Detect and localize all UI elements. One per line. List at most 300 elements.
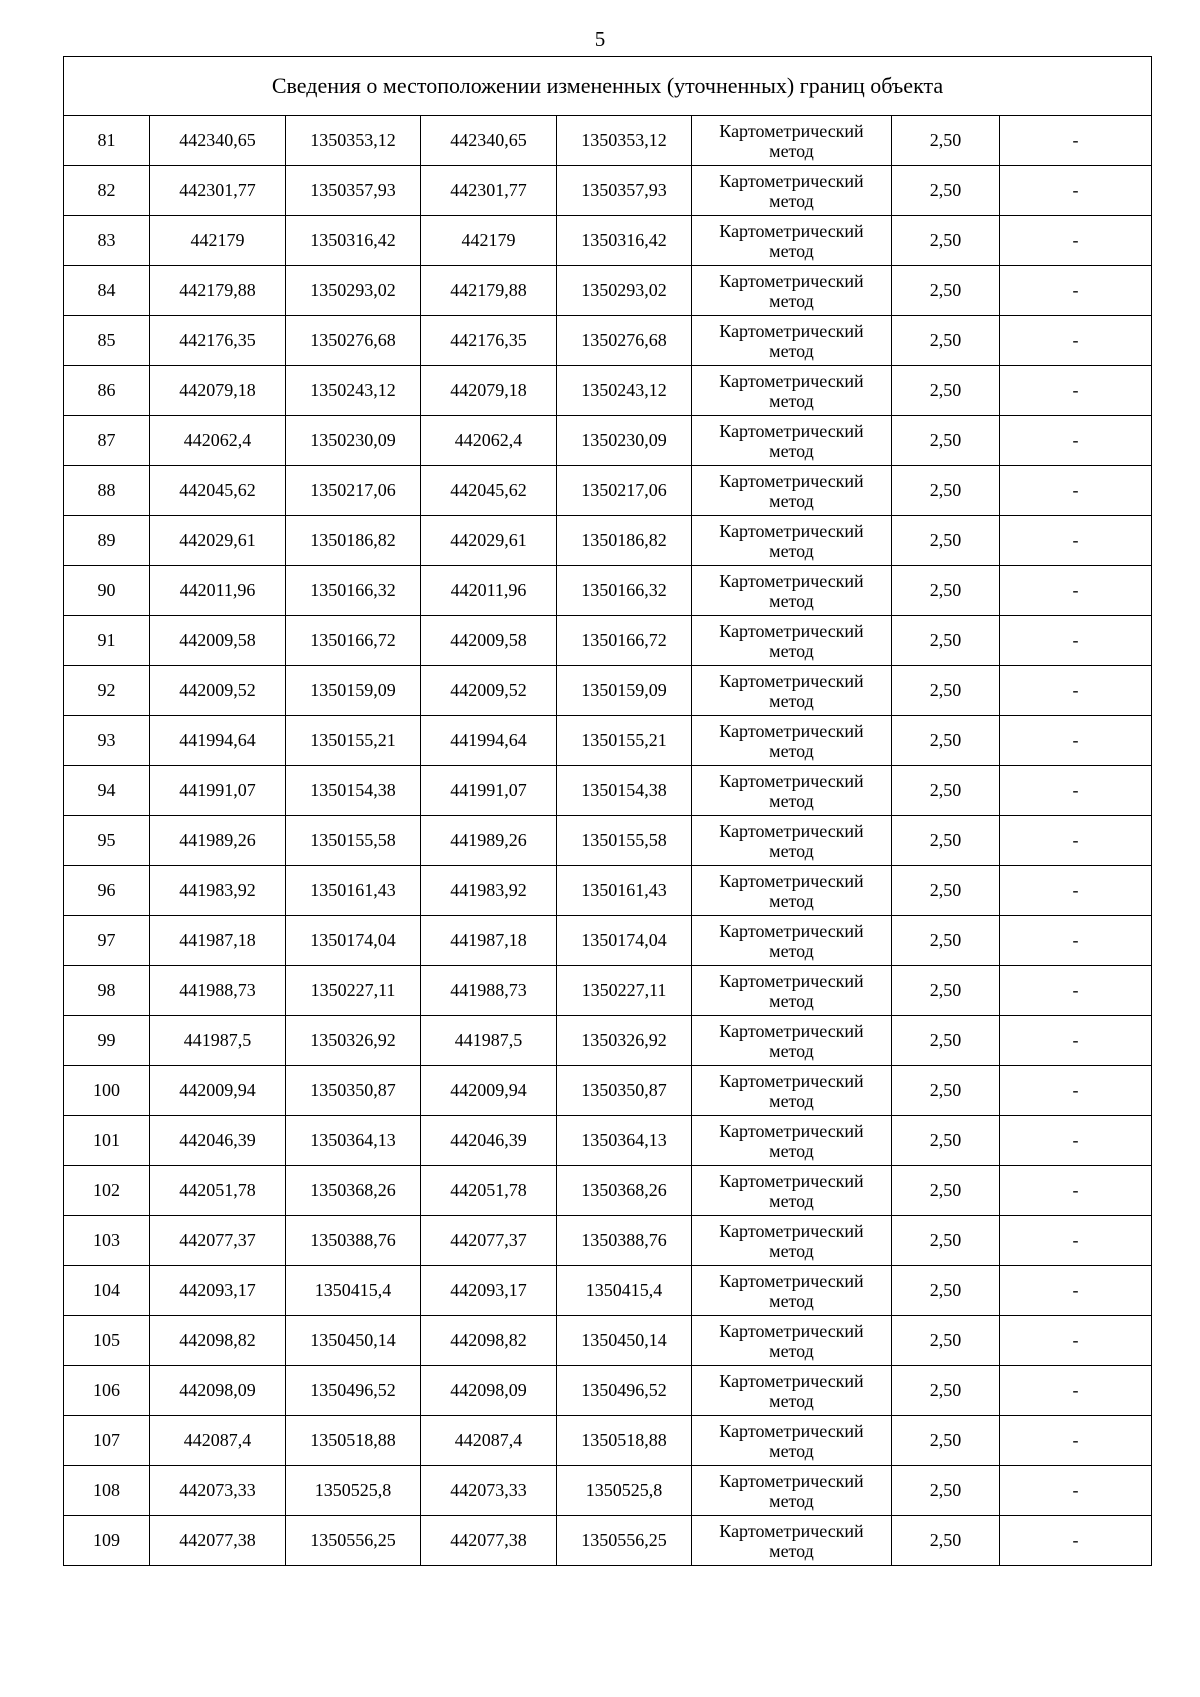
existing-y-cell: 1350155,58 bbox=[286, 816, 421, 866]
point-number-cell: 105 bbox=[64, 1316, 150, 1366]
point-number-cell: 84 bbox=[64, 266, 150, 316]
existing-x-cell: 441987,18 bbox=[150, 916, 286, 966]
description-cell: - bbox=[1000, 1216, 1152, 1266]
method-label-line1: Картометрический bbox=[719, 520, 864, 541]
accuracy-cell: 2,50 bbox=[892, 516, 1000, 566]
method-label-line2: метод bbox=[769, 1240, 814, 1261]
existing-y-cell: 1350227,11 bbox=[286, 966, 421, 1016]
refined-x-cell: 441987,5 bbox=[421, 1016, 557, 1066]
existing-x-cell: 442062,4 bbox=[150, 416, 286, 466]
refined-x-cell: 441983,92 bbox=[421, 866, 557, 916]
table-row bbox=[64, 116, 1152, 166]
accuracy-cell: 2,50 bbox=[892, 1366, 1000, 1416]
method-label-line1: Картометрический bbox=[719, 270, 864, 291]
table-row bbox=[64, 1116, 1152, 1166]
table-row bbox=[64, 1516, 1152, 1566]
method-label-line2: метод bbox=[769, 1140, 814, 1161]
description-cell: - bbox=[1000, 966, 1152, 1016]
description-cell: - bbox=[1000, 1016, 1152, 1066]
point-number-cell: 89 bbox=[64, 516, 150, 566]
table-row bbox=[64, 1316, 1152, 1366]
method-cell bbox=[692, 966, 892, 1016]
method-label-line1: Картометрический bbox=[719, 320, 864, 341]
table-row bbox=[64, 1366, 1152, 1416]
refined-x-cell: 442087,4 bbox=[421, 1416, 557, 1466]
method-label-line1: Картометрический bbox=[719, 1270, 864, 1291]
point-number-cell: 101 bbox=[64, 1116, 150, 1166]
method-cell bbox=[692, 1416, 892, 1466]
existing-y-cell: 1350518,88 bbox=[286, 1416, 421, 1466]
accuracy-cell: 2,50 bbox=[892, 716, 1000, 766]
point-number-cell: 98 bbox=[64, 966, 150, 1016]
existing-y-cell: 1350357,93 bbox=[286, 166, 421, 216]
method-cell bbox=[692, 516, 892, 566]
existing-x-cell: 442179 bbox=[150, 216, 286, 266]
existing-x-cell: 442079,18 bbox=[150, 366, 286, 416]
accuracy-cell: 2,50 bbox=[892, 916, 1000, 966]
accuracy-cell: 2,50 bbox=[892, 116, 1000, 166]
point-number-cell: 92 bbox=[64, 666, 150, 716]
refined-x-cell: 442073,33 bbox=[421, 1466, 557, 1516]
description-cell: - bbox=[1000, 866, 1152, 916]
method-label-line1: Картометрический bbox=[719, 720, 864, 741]
method-label-line1: Картометрический bbox=[719, 1070, 864, 1091]
method-label-line1: Картометрический bbox=[719, 870, 864, 891]
method-label-line2: метод bbox=[769, 1190, 814, 1211]
description-cell: - bbox=[1000, 616, 1152, 666]
existing-x-cell: 442046,39 bbox=[150, 1116, 286, 1166]
existing-y-cell: 1350450,14 bbox=[286, 1316, 421, 1366]
method-label-line1: Картометрический bbox=[719, 370, 864, 391]
existing-x-cell: 442011,96 bbox=[150, 566, 286, 616]
existing-y-cell: 1350496,52 bbox=[286, 1366, 421, 1416]
refined-x-cell: 442176,35 bbox=[421, 316, 557, 366]
description-cell: - bbox=[1000, 1466, 1152, 1516]
refined-x-cell: 442179 bbox=[421, 216, 557, 266]
boundary-coordinates-table bbox=[63, 56, 1152, 1566]
refined-y-cell: 1350415,4 bbox=[557, 1266, 692, 1316]
description-cell: - bbox=[1000, 116, 1152, 166]
table-row bbox=[64, 816, 1152, 866]
refined-y-cell: 1350166,32 bbox=[557, 566, 692, 616]
existing-y-cell: 1350368,26 bbox=[286, 1166, 421, 1216]
existing-x-cell: 442093,17 bbox=[150, 1266, 286, 1316]
description-cell: - bbox=[1000, 666, 1152, 716]
method-label-line1: Картометрический bbox=[719, 1520, 864, 1541]
method-cell bbox=[692, 616, 892, 666]
point-number-cell: 87 bbox=[64, 416, 150, 466]
point-number-cell: 93 bbox=[64, 716, 150, 766]
method-label-line2: метод bbox=[769, 140, 814, 161]
accuracy-cell: 2,50 bbox=[892, 1516, 1000, 1566]
method-cell bbox=[692, 766, 892, 816]
table-row bbox=[64, 966, 1152, 1016]
existing-x-cell: 441987,5 bbox=[150, 1016, 286, 1066]
method-cell bbox=[692, 1066, 892, 1116]
refined-y-cell: 1350154,38 bbox=[557, 766, 692, 816]
method-label-line2: метод bbox=[769, 1040, 814, 1061]
refined-x-cell: 442098,82 bbox=[421, 1316, 557, 1366]
description-cell: - bbox=[1000, 1116, 1152, 1166]
refined-x-cell: 442093,17 bbox=[421, 1266, 557, 1316]
description-cell: - bbox=[1000, 166, 1152, 216]
existing-y-cell: 1350155,21 bbox=[286, 716, 421, 766]
point-number-cell: 81 bbox=[64, 116, 150, 166]
refined-y-cell: 1350350,87 bbox=[557, 1066, 692, 1116]
method-cell bbox=[692, 666, 892, 716]
accuracy-cell: 2,50 bbox=[892, 166, 1000, 216]
accuracy-cell: 2,50 bbox=[892, 566, 1000, 616]
refined-y-cell: 1350227,11 bbox=[557, 966, 692, 1016]
method-label-line2: метод bbox=[769, 840, 814, 861]
method-label-line1: Картометрический bbox=[719, 1320, 864, 1341]
accuracy-cell: 2,50 bbox=[892, 1116, 1000, 1166]
existing-y-cell: 1350276,68 bbox=[286, 316, 421, 366]
accuracy-cell: 2,50 bbox=[892, 1416, 1000, 1466]
existing-y-cell: 1350316,42 bbox=[286, 216, 421, 266]
method-cell bbox=[692, 1366, 892, 1416]
refined-x-cell: 442045,62 bbox=[421, 466, 557, 516]
method-label-line2: метод bbox=[769, 1090, 814, 1111]
point-number-cell: 104 bbox=[64, 1266, 150, 1316]
table-row bbox=[64, 666, 1152, 716]
existing-y-cell: 1350326,92 bbox=[286, 1016, 421, 1066]
refined-x-cell: 441987,18 bbox=[421, 916, 557, 966]
refined-y-cell: 1350525,8 bbox=[557, 1466, 692, 1516]
refined-y-cell: 1350293,02 bbox=[557, 266, 692, 316]
refined-x-cell: 442009,58 bbox=[421, 616, 557, 666]
refined-x-cell: 441994,64 bbox=[421, 716, 557, 766]
existing-y-cell: 1350166,32 bbox=[286, 566, 421, 616]
existing-x-cell: 442029,61 bbox=[150, 516, 286, 566]
table-row bbox=[64, 1466, 1152, 1516]
existing-y-cell: 1350243,12 bbox=[286, 366, 421, 416]
table-row bbox=[64, 366, 1152, 416]
description-cell: - bbox=[1000, 1316, 1152, 1366]
existing-x-cell: 442045,62 bbox=[150, 466, 286, 516]
method-label-line2: метод bbox=[769, 490, 814, 511]
method-label-line1: Картометрический bbox=[719, 570, 864, 591]
method-label-line1: Картометрический bbox=[719, 970, 864, 991]
refined-x-cell: 442301,77 bbox=[421, 166, 557, 216]
method-cell bbox=[692, 466, 892, 516]
method-label-line2: метод bbox=[769, 590, 814, 611]
method-label-line2: метод bbox=[769, 190, 814, 211]
table-row bbox=[64, 566, 1152, 616]
accuracy-cell: 2,50 bbox=[892, 216, 1000, 266]
refined-y-cell: 1350276,68 bbox=[557, 316, 692, 366]
accuracy-cell: 2,50 bbox=[892, 616, 1000, 666]
accuracy-cell: 2,50 bbox=[892, 816, 1000, 866]
method-cell bbox=[692, 116, 892, 166]
description-cell: - bbox=[1000, 416, 1152, 466]
refined-x-cell: 442046,39 bbox=[421, 1116, 557, 1166]
existing-y-cell: 1350388,76 bbox=[286, 1216, 421, 1266]
method-cell bbox=[692, 216, 892, 266]
existing-x-cell: 442009,52 bbox=[150, 666, 286, 716]
accuracy-cell: 2,50 bbox=[892, 266, 1000, 316]
refined-y-cell: 1350159,09 bbox=[557, 666, 692, 716]
method-cell bbox=[692, 816, 892, 866]
method-label-line2: метод bbox=[769, 240, 814, 261]
accuracy-cell: 2,50 bbox=[892, 466, 1000, 516]
method-label-line2: метод bbox=[769, 1490, 814, 1511]
refined-y-cell: 1350368,26 bbox=[557, 1166, 692, 1216]
existing-x-cell: 442179,88 bbox=[150, 266, 286, 316]
method-cell bbox=[692, 566, 892, 616]
description-cell: - bbox=[1000, 316, 1152, 366]
existing-y-cell: 1350159,09 bbox=[286, 666, 421, 716]
point-number-cell: 99 bbox=[64, 1016, 150, 1066]
method-label-line1: Картометрический bbox=[719, 120, 864, 141]
table-row bbox=[64, 866, 1152, 916]
refined-y-cell: 1350166,72 bbox=[557, 616, 692, 666]
refined-y-cell: 1350316,42 bbox=[557, 216, 692, 266]
description-cell: - bbox=[1000, 716, 1152, 766]
method-label-line1: Картометрический bbox=[719, 1470, 864, 1491]
existing-x-cell: 442340,65 bbox=[150, 116, 286, 166]
refined-x-cell: 442009,94 bbox=[421, 1066, 557, 1116]
refined-y-cell: 1350364,13 bbox=[557, 1116, 692, 1166]
point-number-cell: 88 bbox=[64, 466, 150, 516]
point-number-cell: 108 bbox=[64, 1466, 150, 1516]
existing-x-cell: 442098,82 bbox=[150, 1316, 286, 1366]
method-label-line1: Картометрический bbox=[719, 820, 864, 841]
method-label-line1: Картометрический bbox=[719, 1370, 864, 1391]
existing-x-cell: 442301,77 bbox=[150, 166, 286, 216]
existing-x-cell: 442073,33 bbox=[150, 1466, 286, 1516]
method-cell bbox=[692, 866, 892, 916]
method-label-line2: метод bbox=[769, 1340, 814, 1361]
method-cell bbox=[692, 1016, 892, 1066]
existing-y-cell: 1350350,87 bbox=[286, 1066, 421, 1116]
description-cell: - bbox=[1000, 916, 1152, 966]
refined-x-cell: 441991,07 bbox=[421, 766, 557, 816]
method-label-line2: метод bbox=[769, 690, 814, 711]
method-label-line1: Картометрический bbox=[719, 920, 864, 941]
description-cell: - bbox=[1000, 466, 1152, 516]
existing-x-cell: 442098,09 bbox=[150, 1366, 286, 1416]
existing-y-cell: 1350174,04 bbox=[286, 916, 421, 966]
point-number-cell: 82 bbox=[64, 166, 150, 216]
method-label-line1: Картометрический bbox=[719, 1420, 864, 1441]
method-label-line1: Картометрический bbox=[719, 420, 864, 441]
point-number-cell: 86 bbox=[64, 366, 150, 416]
point-number-cell: 95 bbox=[64, 816, 150, 866]
refined-y-cell: 1350155,58 bbox=[557, 816, 692, 866]
refined-x-cell: 442079,18 bbox=[421, 366, 557, 416]
point-number-cell: 106 bbox=[64, 1366, 150, 1416]
table-row bbox=[64, 1216, 1152, 1266]
table-row bbox=[64, 416, 1152, 466]
method-label-line2: метод bbox=[769, 740, 814, 761]
method-cell bbox=[692, 916, 892, 966]
existing-x-cell: 442087,4 bbox=[150, 1416, 286, 1466]
method-cell bbox=[692, 166, 892, 216]
table-row bbox=[64, 316, 1152, 366]
description-cell: - bbox=[1000, 1166, 1152, 1216]
method-cell bbox=[692, 266, 892, 316]
method-label-line1: Картометрический bbox=[719, 1120, 864, 1141]
method-label-line2: метод bbox=[769, 1440, 814, 1461]
refined-y-cell: 1350357,93 bbox=[557, 166, 692, 216]
refined-x-cell: 442011,96 bbox=[421, 566, 557, 616]
point-number-cell: 94 bbox=[64, 766, 150, 816]
accuracy-cell: 2,50 bbox=[892, 1266, 1000, 1316]
existing-y-cell: 1350186,82 bbox=[286, 516, 421, 566]
method-label-line1: Картометрический bbox=[719, 1020, 864, 1041]
point-number-cell: 107 bbox=[64, 1416, 150, 1466]
existing-y-cell: 1350415,4 bbox=[286, 1266, 421, 1316]
table-row bbox=[64, 766, 1152, 816]
existing-y-cell: 1350353,12 bbox=[286, 116, 421, 166]
description-cell: - bbox=[1000, 266, 1152, 316]
description-cell: - bbox=[1000, 566, 1152, 616]
refined-x-cell: 441989,26 bbox=[421, 816, 557, 866]
existing-y-cell: 1350230,09 bbox=[286, 416, 421, 466]
existing-y-cell: 1350364,13 bbox=[286, 1116, 421, 1166]
method-label-line1: Картометрический bbox=[719, 770, 864, 791]
accuracy-cell: 2,50 bbox=[892, 666, 1000, 716]
method-label-line2: метод bbox=[769, 990, 814, 1011]
method-cell bbox=[692, 416, 892, 466]
existing-x-cell: 441989,26 bbox=[150, 816, 286, 866]
description-cell: - bbox=[1000, 216, 1152, 266]
refined-x-cell: 442077,37 bbox=[421, 1216, 557, 1266]
table-row bbox=[64, 516, 1152, 566]
refined-y-cell: 1350353,12 bbox=[557, 116, 692, 166]
method-label-line1: Картометрический bbox=[719, 220, 864, 241]
method-label-line1: Картометрический bbox=[719, 170, 864, 191]
existing-x-cell: 441994,64 bbox=[150, 716, 286, 766]
method-label-line1: Картометрический bbox=[719, 1220, 864, 1241]
accuracy-cell: 2,50 bbox=[892, 1016, 1000, 1066]
method-label-line2: метод bbox=[769, 340, 814, 361]
existing-y-cell: 1350525,8 bbox=[286, 1466, 421, 1516]
point-number-cell: 100 bbox=[64, 1066, 150, 1116]
method-cell bbox=[692, 1266, 892, 1316]
method-cell bbox=[692, 366, 892, 416]
method-label-line1: Картометрический bbox=[719, 670, 864, 691]
accuracy-cell: 2,50 bbox=[892, 1216, 1000, 1266]
point-number-cell: 97 bbox=[64, 916, 150, 966]
method-cell bbox=[692, 1466, 892, 1516]
point-number-cell: 85 bbox=[64, 316, 150, 366]
refined-x-cell: 442098,09 bbox=[421, 1366, 557, 1416]
accuracy-cell: 2,50 bbox=[892, 1316, 1000, 1366]
table-row bbox=[64, 616, 1152, 666]
existing-x-cell: 441991,07 bbox=[150, 766, 286, 816]
page-number: 5 bbox=[594, 27, 606, 51]
method-cell bbox=[692, 1166, 892, 1216]
method-label-line2: метод bbox=[769, 440, 814, 461]
description-cell: - bbox=[1000, 816, 1152, 866]
method-label-line2: метод bbox=[769, 1290, 814, 1311]
refined-x-cell: 442029,61 bbox=[421, 516, 557, 566]
refined-y-cell: 1350161,43 bbox=[557, 866, 692, 916]
existing-y-cell: 1350154,38 bbox=[286, 766, 421, 816]
table-row bbox=[64, 716, 1152, 766]
accuracy-cell: 2,50 bbox=[892, 1066, 1000, 1116]
method-cell bbox=[692, 1516, 892, 1566]
refined-y-cell: 1350243,12 bbox=[557, 366, 692, 416]
refined-y-cell: 1350155,21 bbox=[557, 716, 692, 766]
method-label-line2: метод bbox=[769, 790, 814, 811]
method-label-line2: метод bbox=[769, 640, 814, 661]
table-row bbox=[64, 1166, 1152, 1216]
table-body bbox=[64, 116, 1152, 1566]
refined-x-cell: 442051,78 bbox=[421, 1166, 557, 1216]
refined-y-cell: 1350326,92 bbox=[557, 1016, 692, 1066]
method-label-line2: метод bbox=[769, 940, 814, 961]
method-label-line2: метод bbox=[769, 1540, 814, 1561]
refined-y-cell: 1350217,06 bbox=[557, 466, 692, 516]
description-cell: - bbox=[1000, 1366, 1152, 1416]
refined-y-cell: 1350496,52 bbox=[557, 1366, 692, 1416]
existing-y-cell: 1350556,25 bbox=[286, 1516, 421, 1566]
table-row bbox=[64, 166, 1152, 216]
method-label-line1: Картометрический bbox=[719, 620, 864, 641]
accuracy-cell: 2,50 bbox=[892, 1166, 1000, 1216]
description-cell: - bbox=[1000, 516, 1152, 566]
method-label-line2: метод bbox=[769, 540, 814, 561]
description-cell: - bbox=[1000, 1416, 1152, 1466]
point-number-cell: 103 bbox=[64, 1216, 150, 1266]
point-number-cell: 109 bbox=[64, 1516, 150, 1566]
table-row bbox=[64, 266, 1152, 316]
table-row bbox=[64, 216, 1152, 266]
refined-y-cell: 1350174,04 bbox=[557, 916, 692, 966]
refined-y-cell: 1350388,76 bbox=[557, 1216, 692, 1266]
existing-y-cell: 1350293,02 bbox=[286, 266, 421, 316]
point-number-cell: 102 bbox=[64, 1166, 150, 1216]
existing-x-cell: 442176,35 bbox=[150, 316, 286, 366]
table-row bbox=[64, 466, 1152, 516]
existing-x-cell: 442009,94 bbox=[150, 1066, 286, 1116]
refined-y-cell: 1350450,14 bbox=[557, 1316, 692, 1366]
refined-x-cell: 442009,52 bbox=[421, 666, 557, 716]
existing-x-cell: 441988,73 bbox=[150, 966, 286, 1016]
method-label-line2: метод bbox=[769, 390, 814, 411]
existing-x-cell: 442077,38 bbox=[150, 1516, 286, 1566]
refined-x-cell: 442077,38 bbox=[421, 1516, 557, 1566]
accuracy-cell: 2,50 bbox=[892, 416, 1000, 466]
method-cell bbox=[692, 1216, 892, 1266]
accuracy-cell: 2,50 bbox=[892, 316, 1000, 366]
method-label-line2: метод bbox=[769, 290, 814, 311]
table-title: Сведения о местоположении измененных (уточненных) границ объекта bbox=[64, 57, 1152, 116]
refined-y-cell: 1350186,82 bbox=[557, 516, 692, 566]
point-number-cell: 91 bbox=[64, 616, 150, 666]
description-cell: - bbox=[1000, 766, 1152, 816]
refined-y-cell: 1350518,88 bbox=[557, 1416, 692, 1466]
refined-y-cell: 1350556,25 bbox=[557, 1516, 692, 1566]
point-number-cell: 83 bbox=[64, 216, 150, 266]
method-label-line2: метод bbox=[769, 1390, 814, 1411]
description-cell: - bbox=[1000, 366, 1152, 416]
method-cell bbox=[692, 1116, 892, 1166]
method-label-line1: Картометрический bbox=[719, 1170, 864, 1191]
point-number-cell: 90 bbox=[64, 566, 150, 616]
existing-x-cell: 442051,78 bbox=[150, 1166, 286, 1216]
existing-x-cell: 442009,58 bbox=[150, 616, 286, 666]
refined-x-cell: 442340,65 bbox=[421, 116, 557, 166]
refined-y-cell: 1350230,09 bbox=[557, 416, 692, 466]
method-label-line2: метод bbox=[769, 890, 814, 911]
existing-y-cell: 1350217,06 bbox=[286, 466, 421, 516]
point-number-cell: 96 bbox=[64, 866, 150, 916]
existing-y-cell: 1350166,72 bbox=[286, 616, 421, 666]
